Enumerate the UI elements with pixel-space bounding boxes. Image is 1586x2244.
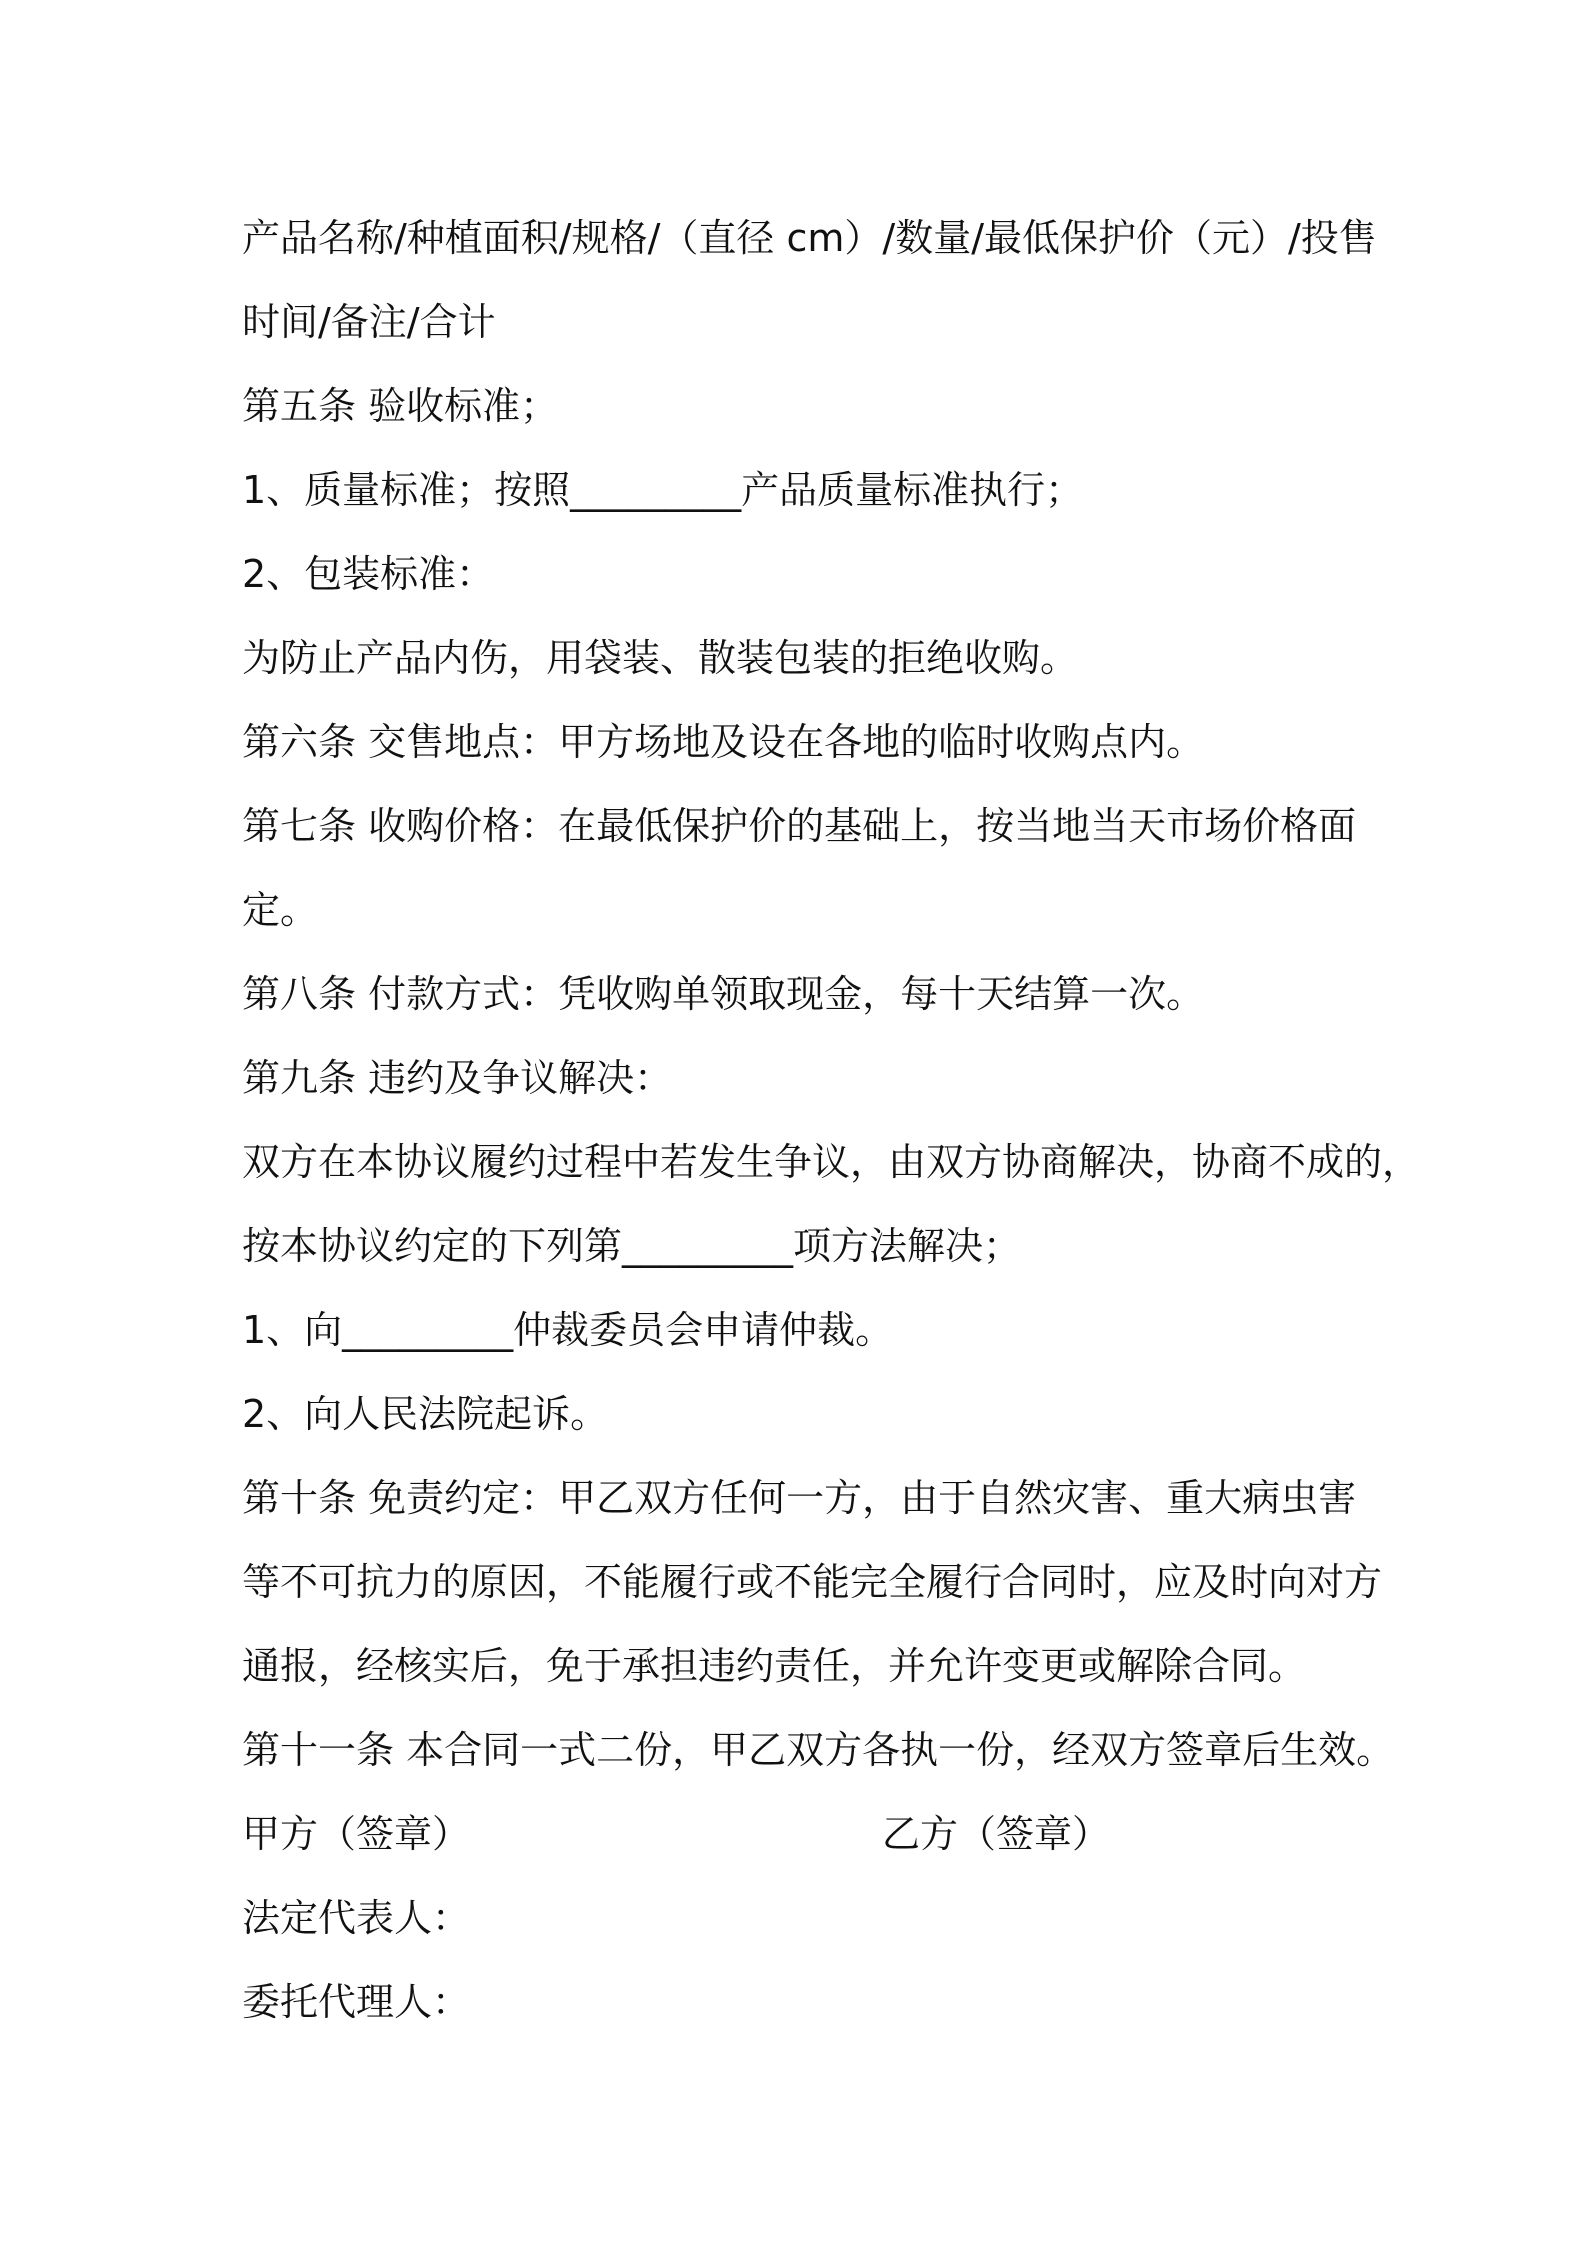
- article-11: 第十一条 本合同一式二份，甲乙双方各执一份，经双方签章后生效。: [242, 1728, 1395, 1772]
- court-option: 2、向人民法院起诉。: [242, 1392, 609, 1436]
- article-7-line-1: 第七条 收购价格：在最低保护价的基础上，按当地当天市场价格面: [242, 804, 1357, 848]
- quality-standard: 1、质量标准；按照_________产品质量标准执行；: [242, 468, 1084, 512]
- article-5-heading: 第五条 验收标准；: [242, 384, 559, 428]
- packaging-standard-heading: 2、包装标准：: [242, 552, 495, 596]
- article-10-line-2: 等不可抗力的原因，不能履行或不能完全履行合同时，应及时向对方: [242, 1560, 1383, 1604]
- party-b-signature: 乙方（签章）: [882, 1812, 1111, 1856]
- article-10-line-1: 第十条 免责约定：甲乙双方任何一方，由于自然灾害、重大病虫害: [242, 1476, 1357, 1520]
- document-body: [242, 196, 1421, 2044]
- dispute-resolution-line-1: 双方在本协议履约过程中若发生争议，由双方协商解决，协商不成的，: [242, 1140, 1421, 1184]
- article-8: 第八条 付款方式：凭收购单领取现金，每十天结算一次。: [242, 972, 1205, 1016]
- dispute-resolution-line-2: 按本协议约定的下列第_________项方法解决；: [242, 1224, 1022, 1268]
- article-9-heading: 第九条 违约及争议解决：: [242, 1056, 673, 1100]
- arbitration-option: 1、向_________仲裁委员会申请仲裁。: [242, 1308, 894, 1352]
- article-7-line-2: 定。: [242, 888, 319, 932]
- product-table-header-line-2: 时间/备注/合计: [242, 300, 496, 344]
- legal-representative-label: 法定代表人：: [242, 1896, 471, 1940]
- signature-row: [242, 1792, 1372, 1876]
- article-10-line-3: 通报，经核实后，免于承担违约责任，并允许变更或解除合同。: [242, 1644, 1307, 1688]
- article-6: 第六条 交售地点：甲方场地及设在各地的临时收购点内。: [242, 720, 1205, 764]
- party-a-signature: 甲方（签章）: [242, 1812, 471, 1856]
- packaging-standard-text: 为防止产品内伤，用袋装、散装包装的拒绝收购。: [242, 636, 1079, 680]
- product-table-header-line-1: 产品名称/种植面积/规格/（直径 cm）/数量/最低保护价（元）/投售: [242, 216, 1377, 260]
- authorized-agent-label: 委托代理人：: [242, 1980, 471, 2024]
